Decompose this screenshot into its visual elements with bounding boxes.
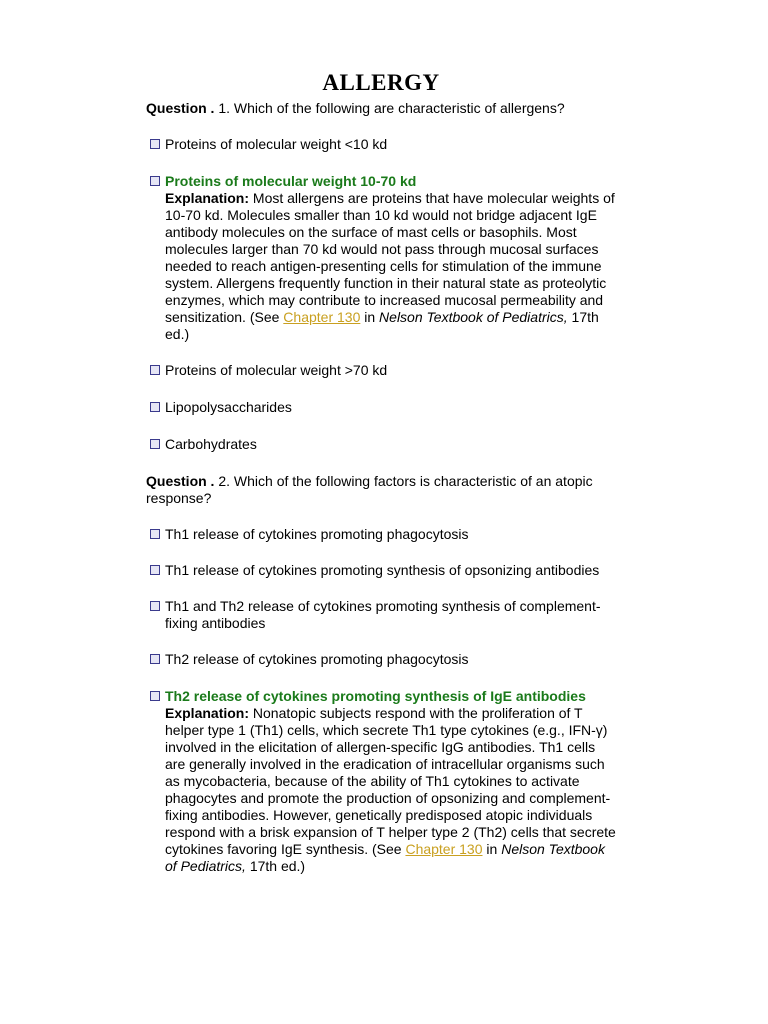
explanation-text: Most allergens are proteins that have molecular weights of 10-70 kd. Molecules smaller than 10 kd would not bridge adjacent IgE antibody molecules on the surface of mast cells or basophils. Most molecules larger than 70 kd would not pass through mucosal surfaces needed to reach antigen-presenting cells for stimulation of the immune system. Allergens frequently function in their natural state as proteolytic enzymes, which may contribute to increased mucosal permeability and sensitization. (See bbox=[165, 190, 615, 325]
checkbox[interactable] bbox=[150, 601, 160, 611]
explanation-text: Nonatopic subjects respond with the proliferation of T helper type 1 (Th1) cells, which secrete Th1 type cytokines (e.g., IFN-γ) involved in the elicitation of allergen-specific IgG antibodies. Th1 cells are generally involved in the eradication of intracellular organisms such as mycobacteria, because of the ability of Th1 cytokines to activate phagocytes and promote the production of opsonizing and complement-fixing antibodies. However, genetically predisposed atopic individuals respond with a brisk expansion of T helper type 2 (Th2) cells that secrete cytokines favoring IgE synthesis. (See bbox=[165, 705, 616, 857]
in-text: in bbox=[360, 309, 380, 325]
correct-answer-label: Proteins of molecular weight 10-70 kd bbox=[165, 173, 417, 189]
question-label: Question . bbox=[146, 100, 215, 116]
question-text: 2. Which of the following factors is characteristic of an atopic response? bbox=[146, 473, 593, 506]
checkbox[interactable] bbox=[150, 529, 160, 539]
edition-text: 17th ed.) bbox=[245, 858, 306, 874]
question-2 bbox=[146, 473, 616, 507]
option-label: Th1 release of cytokines promoting phagocytosis bbox=[165, 526, 469, 542]
option-label: Th1 release of cytokines promoting synthesis of opsonizing antibodies bbox=[165, 562, 600, 578]
checkbox[interactable] bbox=[150, 439, 160, 449]
q1-option-1[interactable] bbox=[146, 136, 616, 153]
question-label: Question . bbox=[146, 473, 215, 489]
checkbox[interactable] bbox=[150, 402, 160, 412]
q1-option-5[interactable] bbox=[146, 436, 616, 453]
chapter-link[interactable]: Chapter 130 bbox=[283, 309, 361, 325]
book-title: Nelson Textbook of Pediatrics, bbox=[379, 309, 568, 325]
q1-option-3[interactable] bbox=[146, 362, 616, 379]
edition-text: 17th ed.) bbox=[165, 309, 599, 342]
page-title: ALLERGY bbox=[322, 70, 440, 95]
q2-option-5[interactable] bbox=[146, 688, 616, 875]
document-page bbox=[146, 70, 616, 875]
option-label: Carbohydrates bbox=[165, 436, 257, 452]
explanation-label: Explanation: bbox=[165, 705, 250, 721]
q1-option-4[interactable] bbox=[146, 399, 616, 416]
q2-option-1[interactable] bbox=[146, 526, 616, 543]
question-1 bbox=[146, 100, 616, 117]
question-text: 1. Which of the following are characteristic of allergens? bbox=[214, 100, 565, 116]
book-title: Nelson Textbook of Pediatrics, bbox=[165, 841, 605, 874]
checkbox[interactable] bbox=[150, 565, 160, 575]
option-label: Proteins of molecular weight >70 kd bbox=[165, 362, 388, 378]
explanation bbox=[165, 190, 616, 343]
q2-option-3[interactable] bbox=[146, 598, 616, 632]
q2-option-2[interactable] bbox=[146, 562, 616, 579]
option-label: Proteins of molecular weight <10 kd bbox=[165, 136, 388, 152]
q1-option-2[interactable] bbox=[146, 173, 616, 343]
explanation bbox=[165, 705, 616, 875]
checkbox[interactable] bbox=[150, 654, 160, 664]
checkbox[interactable] bbox=[150, 691, 160, 701]
correct-answer-label: Th2 release of cytokines promoting synthesis of IgE antibodies bbox=[165, 688, 586, 704]
option-label: Th1 and Th2 release of cytokines promoting synthesis of complement-fixing antibodies bbox=[165, 598, 601, 631]
option-label: Th2 release of cytokines promoting phagocytosis bbox=[165, 651, 469, 667]
checkbox[interactable] bbox=[150, 176, 160, 186]
q2-option-4[interactable] bbox=[146, 651, 616, 668]
option-label: Lipopolysaccharides bbox=[165, 399, 292, 415]
checkbox[interactable] bbox=[150, 365, 160, 375]
explanation-label: Explanation: bbox=[165, 190, 250, 206]
checkbox[interactable] bbox=[150, 139, 160, 149]
chapter-link[interactable]: Chapter 130 bbox=[405, 841, 483, 857]
in-text: in bbox=[482, 841, 502, 857]
